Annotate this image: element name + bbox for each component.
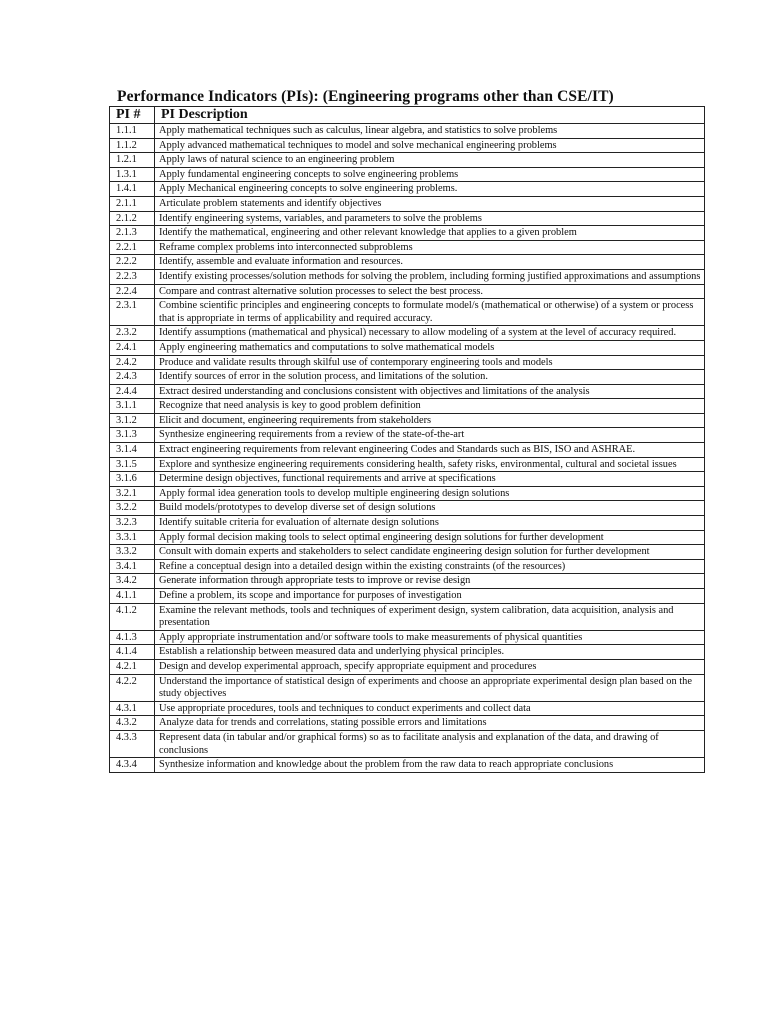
table-row [110, 674, 705, 701]
pi-number-cell: 2.2.1 [110, 240, 155, 255]
pi-description-cell: Apply Mechanical engineering concepts to solve engineering problems. [155, 182, 705, 197]
pi-description-cell: Synthesize engineering requirements from a review of the state-of-the-art [155, 428, 705, 443]
pi-description-cell: Apply formal decision making tools to select optimal engineering design solutions for further development [155, 530, 705, 545]
table-body [110, 124, 705, 773]
pi-description-cell: Produce and validate results through skilful use of contemporary engineering tools and models [155, 355, 705, 370]
pi-description-cell: Extract engineering requirements from relevant engineering Codes and Standards such as BIS, ISO and ASHRAE. [155, 443, 705, 458]
pi-description-cell: Understand the importance of statistical design of experiments and choose an appropriate experimental design plan based on the study objectives [155, 674, 705, 701]
pi-number-cell: 2.1.1 [110, 196, 155, 211]
pi-number-cell: 3.3.1 [110, 530, 155, 545]
table-row [110, 284, 705, 299]
pi-description-cell: Explore and synthesize engineering requirements considering health, safety risks, environmental, cultural and societal issues [155, 457, 705, 472]
pi-number-cell: 1.3.1 [110, 167, 155, 182]
pi-description-cell: Combine scientific principles and engineering concepts to formulate model/s (mathematical or otherwise) of a system or process that is appropriate in terms of applicability and required accuracy. [155, 299, 705, 326]
pi-number-cell: 4.3.1 [110, 701, 155, 716]
table-row [110, 758, 705, 773]
table-row [110, 659, 705, 674]
performance-indicators-table [109, 106, 705, 773]
table-row [110, 645, 705, 660]
table-row [110, 340, 705, 355]
pi-number-cell: 3.1.6 [110, 472, 155, 487]
pi-number-cell: 2.3.1 [110, 299, 155, 326]
table-row [110, 530, 705, 545]
pi-number-cell: 3.2.3 [110, 516, 155, 531]
pi-description-cell: Design and develop experimental approach, specify appropriate equipment and procedures [155, 659, 705, 674]
table-row [110, 413, 705, 428]
pi-description-cell: Synthesize information and knowledge about the problem from the raw data to reach appropriate conclusions [155, 758, 705, 773]
pi-number-cell: 2.4.4 [110, 384, 155, 399]
pi-number-cell: 4.1.1 [110, 589, 155, 604]
pi-number-cell: 3.1.2 [110, 413, 155, 428]
pi-number-cell: 3.3.2 [110, 545, 155, 560]
pi-description-cell: Identify assumptions (mathematical and physical) necessary to allow modeling of a system at the level of accuracy required. [155, 326, 705, 341]
pi-number-cell: 1.2.1 [110, 153, 155, 168]
pi-number-cell: 3.4.2 [110, 574, 155, 589]
pi-description-cell: Apply fundamental engineering concepts to solve engineering problems [155, 167, 705, 182]
pi-description-cell: Compare and contrast alternative solution processes to select the best process. [155, 284, 705, 299]
table-row [110, 516, 705, 531]
table-row [110, 603, 705, 630]
table-row [110, 153, 705, 168]
table-row [110, 211, 705, 226]
pi-number-cell: 3.2.1 [110, 486, 155, 501]
table-row [110, 326, 705, 341]
pi-number-cell: 4.1.3 [110, 630, 155, 645]
table-row [110, 428, 705, 443]
pi-description-cell: Define a problem, its scope and importance for purposes of investigation [155, 589, 705, 604]
table-row [110, 589, 705, 604]
table-row [110, 196, 705, 211]
pi-number-cell: 1.4.1 [110, 182, 155, 197]
pi-description-cell: Identify engineering systems, variables, and parameters to solve the problems [155, 211, 705, 226]
pi-description-cell: Extract desired understanding and conclusions consistent with objectives and limitations of the analysis [155, 384, 705, 399]
pi-number-header: PI # [110, 107, 155, 124]
pi-number-cell: 3.1.3 [110, 428, 155, 443]
table-row [110, 486, 705, 501]
pi-description-cell: Articulate problem statements and identify objectives [155, 196, 705, 211]
pi-description-cell: Represent data (in tabular and/or graphical forms) so as to facilitate analysis and explanation of the data, and drawing of conclusions [155, 730, 705, 757]
table-row [110, 167, 705, 182]
pi-number-cell: 2.2.3 [110, 269, 155, 284]
table-row [110, 384, 705, 399]
pi-description-cell: Elicit and document, engineering requirements from stakeholders [155, 413, 705, 428]
pi-description-cell: Build models/prototypes to develop diverse set of design solutions [155, 501, 705, 516]
table-header-row [110, 107, 705, 124]
pi-number-cell: 4.2.2 [110, 674, 155, 701]
pi-number-cell: 2.4.1 [110, 340, 155, 355]
pi-description-cell: Refine a conceptual design into a detailed design within the existing constraints (of the resources) [155, 559, 705, 574]
pi-number-cell: 2.4.2 [110, 355, 155, 370]
pi-number-cell: 4.3.3 [110, 730, 155, 757]
pi-number-cell: 4.2.1 [110, 659, 155, 674]
table-row [110, 355, 705, 370]
pi-description-cell: Apply laws of natural science to an engineering problem [155, 153, 705, 168]
table-row [110, 457, 705, 472]
pi-description-cell: Establish a relationship between measured data and underlying physical principles. [155, 645, 705, 660]
pi-number-cell: 4.3.2 [110, 716, 155, 731]
table-row [110, 299, 705, 326]
table-row [110, 472, 705, 487]
pi-description-cell: Reframe complex problems into interconnected subproblems [155, 240, 705, 255]
pi-number-cell: 2.1.3 [110, 226, 155, 241]
pi-description-cell: Apply advanced mathematical techniques to model and solve mechanical engineering problems [155, 138, 705, 153]
pi-description-cell: Identify suitable criteria for evaluation of alternate design solutions [155, 516, 705, 531]
pi-number-cell: 2.2.2 [110, 255, 155, 270]
pi-description-cell: Consult with domain experts and stakeholders to select candidate engineering design solution for further development [155, 545, 705, 560]
pi-description-header: PI Description [155, 107, 705, 124]
table-row [110, 269, 705, 284]
pi-number-cell: 3.4.1 [110, 559, 155, 574]
table-row [110, 443, 705, 458]
table-row [110, 630, 705, 645]
pi-number-cell: 3.1.4 [110, 443, 155, 458]
pi-description-cell: Examine the relevant methods, tools and techniques of experiment design, system calibration, data acquisition, analysis and presentation [155, 603, 705, 630]
page-title: Performance Indicators (PIs): (Engineering programs other than CSE/IT) [117, 88, 614, 105]
pi-number-cell: 2.1.2 [110, 211, 155, 226]
pi-number-cell: 2.4.3 [110, 370, 155, 385]
pi-description-cell: Recognize that need analysis is key to good problem definition [155, 399, 705, 414]
pi-description-cell: Identify sources of error in the solution process, and limitations of the solution. [155, 370, 705, 385]
table-row [110, 559, 705, 574]
table-row [110, 124, 705, 139]
table-row [110, 730, 705, 757]
pi-description-cell: Apply mathematical techniques such as calculus, linear algebra, and statistics to solve problems [155, 124, 705, 139]
pi-description-cell: Use appropriate procedures, tools and techniques to conduct experiments and collect data [155, 701, 705, 716]
table-row [110, 701, 705, 716]
pi-number-cell: 3.2.2 [110, 501, 155, 516]
pi-number-cell: 1.1.2 [110, 138, 155, 153]
table-row [110, 240, 705, 255]
table-row [110, 545, 705, 560]
pi-number-cell: 3.1.1 [110, 399, 155, 414]
table-row [110, 716, 705, 731]
pi-description-cell: Apply formal idea generation tools to develop multiple engineering design solutions [155, 486, 705, 501]
pi-description-cell: Generate information through appropriate tests to improve or revise design [155, 574, 705, 589]
pi-number-cell: 1.1.1 [110, 124, 155, 139]
pi-description-cell: Determine design objectives, functional requirements and arrive at specifications [155, 472, 705, 487]
table-row [110, 574, 705, 589]
pi-number-cell: 4.3.4 [110, 758, 155, 773]
pi-number-cell: 4.1.2 [110, 603, 155, 630]
pi-description-cell: Identify the mathematical, engineering and other relevant knowledge that applies to a given problem [155, 226, 705, 241]
table-row [110, 182, 705, 197]
pi-number-cell: 4.1.4 [110, 645, 155, 660]
pi-description-cell: Apply engineering mathematics and computations to solve mathematical models [155, 340, 705, 355]
table-row [110, 255, 705, 270]
pi-description-cell: Apply appropriate instrumentation and/or software tools to make measurements of physical quantities [155, 630, 705, 645]
table-row [110, 501, 705, 516]
pi-description-cell: Analyze data for trends and correlations, stating possible errors and limitations [155, 716, 705, 731]
pi-number-cell: 2.3.2 [110, 326, 155, 341]
pi-number-cell: 3.1.5 [110, 457, 155, 472]
table-row [110, 226, 705, 241]
pi-description-cell: Identify, assemble and evaluate information and resources. [155, 255, 705, 270]
pi-number-cell: 2.2.4 [110, 284, 155, 299]
table-row [110, 138, 705, 153]
table-row [110, 399, 705, 414]
pi-description-cell: Identify existing processes/solution methods for solving the problem, including forming justified approximations and assumptions [155, 269, 705, 284]
table-row [110, 370, 705, 385]
